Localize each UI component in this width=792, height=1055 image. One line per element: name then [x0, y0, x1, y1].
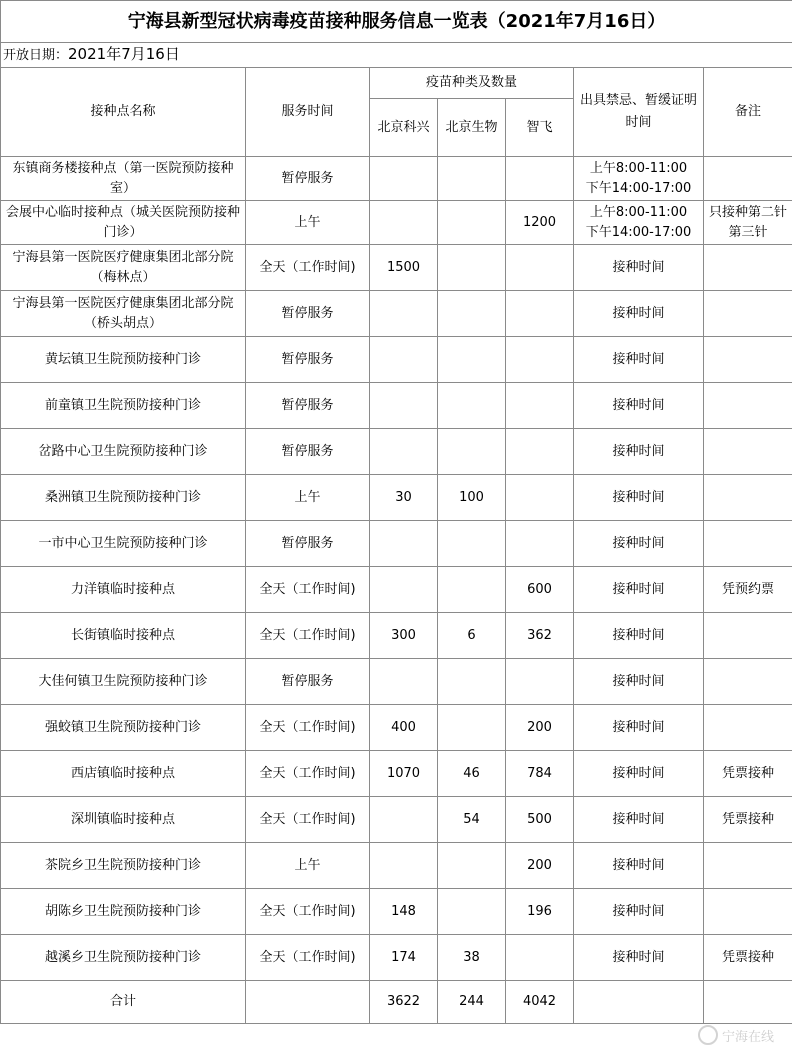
table-row [1, 201, 792, 245]
cert-time-cell [574, 751, 704, 797]
shengwu-qty-cell: 6 [438, 613, 506, 659]
page-title: 宁海县新型冠状病毒疫苗接种服务信息一览表（2021年7月16日） [1, 1, 792, 43]
cert-time-cell [574, 475, 704, 521]
total-shengwu: 244 [438, 981, 506, 1024]
remark-cell [704, 613, 792, 659]
watermark [698, 1025, 774, 1045]
service-time-cell: 全天（工作时间) [246, 245, 370, 291]
cert-time-cell [574, 429, 704, 475]
site-name-cell: 黄坛镇卫生院预防接种门诊 [1, 337, 246, 383]
service-time-cell: 全天（工作时间) [246, 613, 370, 659]
site-name-cell: 桑洲镇卫生院预防接种门诊 [1, 475, 246, 521]
zhifei-qty-cell: 196 [506, 889, 574, 935]
total-row [1, 981, 792, 1024]
site-name-cell: 岔路中心卫生院预防接种门诊 [1, 429, 246, 475]
remark-cell [704, 889, 792, 935]
site-name-cell: 胡陈乡卫生院预防接种门诊 [1, 889, 246, 935]
cert-time-line1: 接种时间 [612, 628, 665, 643]
zhifei-qty-cell: 200 [506, 843, 574, 889]
open-date-value: 2021年7月16日 [68, 45, 180, 63]
remark-cell [704, 383, 792, 429]
header-remark: 备注 [704, 68, 792, 157]
cert-time-cell [574, 157, 704, 201]
zhifei-qty-cell [506, 337, 574, 383]
remark-cell [704, 337, 792, 383]
cert-time-line1: 接种时间 [612, 950, 665, 965]
table-row [1, 843, 792, 889]
remark-cell [704, 157, 792, 201]
service-time-cell: 暂停服务 [246, 429, 370, 475]
shengwu-qty-cell [438, 337, 506, 383]
kexing-qty-cell [370, 383, 438, 429]
kexing-qty-cell [370, 843, 438, 889]
kexing-qty-cell: 300 [370, 613, 438, 659]
zhifei-qty-cell [506, 659, 574, 705]
cert-time-line2: 下午14:00-17:00 [585, 224, 692, 240]
site-name-cell: 强蛟镇卫生院预防接种门诊 [1, 705, 246, 751]
kexing-qty-cell: 1500 [370, 245, 438, 291]
remark-cell: 只接种第二针第三针 [704, 201, 792, 245]
cert-time-cell [574, 797, 704, 843]
remark-cell: 凭票接种 [704, 935, 792, 981]
cert-time-cell [574, 567, 704, 613]
cert-time-cell [574, 245, 704, 291]
site-name-cell: 前童镇卫生院预防接种门诊 [1, 383, 246, 429]
table-row [1, 613, 792, 659]
cert-time-line1: 接种时间 [612, 858, 665, 873]
table-row [1, 567, 792, 613]
shengwu-qty-cell [438, 659, 506, 705]
watermark-logo-icon [698, 1025, 718, 1045]
header-site: 接种点名称 [1, 68, 246, 157]
cert-time-line1: 接种时间 [612, 260, 665, 275]
shengwu-qty-cell [438, 245, 506, 291]
shengwu-qty-cell [438, 201, 506, 245]
header-zhifei: 智飞 [506, 99, 574, 157]
kexing-qty-cell [370, 201, 438, 245]
service-time-cell: 暂停服务 [246, 521, 370, 567]
cert-time-cell [574, 843, 704, 889]
header-shengwu: 北京生物 [438, 99, 506, 157]
cert-time-line1: 接种时间 [612, 582, 665, 597]
site-name-cell: 大佳何镇卫生院预防接种门诊 [1, 659, 246, 705]
site-name-cell: 宁海县第一医院医疗健康集团北部分院（桥头胡点） [1, 291, 246, 337]
site-name-cell: 西店镇临时接种点 [1, 751, 246, 797]
kexing-qty-cell [370, 521, 438, 567]
cert-time-line1: 接种时间 [612, 352, 665, 367]
service-time-cell: 全天（工作时间) [246, 935, 370, 981]
open-date-label: 开放日期： [3, 48, 69, 63]
cert-time-line1: 接种时间 [612, 720, 665, 735]
remark-cell: 凭票接种 [704, 797, 792, 843]
service-time-cell: 上午 [246, 843, 370, 889]
cert-time-cell [574, 889, 704, 935]
cert-time-cell [574, 613, 704, 659]
shengwu-qty-cell: 54 [438, 797, 506, 843]
table-row [1, 797, 792, 843]
shengwu-qty-cell [438, 157, 506, 201]
cert-time-line1: 上午8:00-11:00 [589, 160, 688, 176]
zhifei-qty-cell [506, 475, 574, 521]
remark-cell [704, 521, 792, 567]
total-zhifei: 4042 [506, 981, 574, 1024]
table-row [1, 751, 792, 797]
service-time-cell: 暂停服务 [246, 659, 370, 705]
kexing-qty-cell [370, 429, 438, 475]
shengwu-qty-cell [438, 567, 506, 613]
table-row [1, 245, 792, 291]
site-name-cell: 深圳镇临时接种点 [1, 797, 246, 843]
kexing-qty-cell [370, 567, 438, 613]
cert-time-cell [574, 935, 704, 981]
cert-time-line1: 接种时间 [612, 766, 665, 781]
zhifei-qty-cell: 200 [506, 705, 574, 751]
service-time-cell: 暂停服务 [246, 337, 370, 383]
kexing-qty-cell: 174 [370, 935, 438, 981]
remark-cell [704, 475, 792, 521]
cert-time-line1: 上午8:00-11:00 [589, 204, 688, 220]
remark-cell: 凭票接种 [704, 751, 792, 797]
cert-time-cell [574, 383, 704, 429]
table-row [1, 935, 792, 981]
zhifei-qty-cell [506, 521, 574, 567]
service-time-cell: 全天（工作时间) [246, 797, 370, 843]
service-time-cell: 全天（工作时间) [246, 705, 370, 751]
cert-time-line1: 接种时间 [612, 812, 665, 827]
table-row [1, 337, 792, 383]
total-kexing: 3622 [370, 981, 438, 1024]
total-label: 合计 [1, 981, 246, 1024]
header-vaccine-group: 疫苗种类及数量 [370, 68, 574, 99]
cert-time-line1: 接种时间 [612, 904, 665, 919]
cert-time-line1: 接种时间 [612, 306, 665, 321]
site-name-cell: 长街镇临时接种点 [1, 613, 246, 659]
site-name-cell: 宁海县第一医院医疗健康集团北部分院（梅林点） [1, 245, 246, 291]
service-time-cell: 全天（工作时间) [246, 751, 370, 797]
header-cert-time: 出具禁忌、暂缓证明时间 [574, 68, 704, 157]
kexing-qty-cell [370, 157, 438, 201]
kexing-qty-cell: 30 [370, 475, 438, 521]
zhifei-qty-cell [506, 245, 574, 291]
service-time-cell: 暂停服务 [246, 291, 370, 337]
header-service-time: 服务时间 [246, 68, 370, 157]
table-row [1, 475, 792, 521]
kexing-qty-cell [370, 659, 438, 705]
shengwu-qty-cell: 100 [438, 475, 506, 521]
cert-time-cell [574, 659, 704, 705]
table-row [1, 291, 792, 337]
shengwu-qty-cell [438, 843, 506, 889]
zhifei-qty-cell [506, 383, 574, 429]
table-row [1, 705, 792, 751]
kexing-qty-cell: 148 [370, 889, 438, 935]
zhifei-qty-cell [506, 291, 574, 337]
shengwu-qty-cell: 38 [438, 935, 506, 981]
site-name-cell: 一市中心卫生院预防接种门诊 [1, 521, 246, 567]
total-service-empty [246, 981, 370, 1024]
shengwu-qty-cell [438, 291, 506, 337]
cert-time-line1: 接种时间 [612, 444, 665, 459]
zhifei-qty-cell [506, 935, 574, 981]
cert-time-line2: 下午14:00-17:00 [585, 180, 692, 196]
kexing-qty-cell [370, 337, 438, 383]
zhifei-qty-cell: 1200 [506, 201, 574, 245]
cert-time-line1: 接种时间 [612, 398, 665, 413]
service-time-cell: 全天（工作时间) [246, 567, 370, 613]
table-row [1, 889, 792, 935]
open-date-row [1, 43, 792, 68]
zhifei-qty-cell [506, 157, 574, 201]
table-row [1, 157, 792, 201]
table-row [1, 429, 792, 475]
remark-cell [704, 429, 792, 475]
total-cert-empty [574, 981, 704, 1024]
kexing-qty-cell [370, 797, 438, 843]
cert-time-cell [574, 291, 704, 337]
kexing-qty-cell: 400 [370, 705, 438, 751]
cert-time-cell [574, 201, 704, 245]
shengwu-qty-cell [438, 429, 506, 475]
remark-cell [704, 659, 792, 705]
shengwu-qty-cell [438, 889, 506, 935]
zhifei-qty-cell: 500 [506, 797, 574, 843]
remark-cell [704, 245, 792, 291]
cert-time-line1: 接种时间 [612, 490, 665, 505]
service-time-cell: 暂停服务 [246, 383, 370, 429]
site-name-cell: 会展中心临时接种点（城关医院预防接种门诊） [1, 201, 246, 245]
remark-cell [704, 291, 792, 337]
zhifei-qty-cell [506, 429, 574, 475]
remark-cell [704, 705, 792, 751]
site-name-cell: 力洋镇临时接种点 [1, 567, 246, 613]
watermark-text: 宁海在线 [721, 1028, 774, 1044]
shengwu-qty-cell [438, 521, 506, 567]
header-kexing: 北京科兴 [370, 99, 438, 157]
remark-cell [704, 843, 792, 889]
total-remark-empty [704, 981, 792, 1024]
kexing-qty-cell [370, 291, 438, 337]
cert-time-line1: 接种时间 [612, 674, 665, 689]
cert-time-line1: 接种时间 [612, 536, 665, 551]
cert-time-cell [574, 337, 704, 383]
shengwu-qty-cell: 46 [438, 751, 506, 797]
site-name-cell: 茶院乡卫生院预防接种门诊 [1, 843, 246, 889]
kexing-qty-cell: 1070 [370, 751, 438, 797]
service-time-cell: 上午 [246, 201, 370, 245]
zhifei-qty-cell: 600 [506, 567, 574, 613]
cert-time-cell [574, 521, 704, 567]
service-time-cell: 上午 [246, 475, 370, 521]
table-row [1, 521, 792, 567]
service-time-cell: 全天（工作时间) [246, 889, 370, 935]
zhifei-qty-cell: 784 [506, 751, 574, 797]
cert-time-cell [574, 705, 704, 751]
site-name-cell: 越溪乡卫生院预防接种门诊 [1, 935, 246, 981]
table-row [1, 659, 792, 705]
shengwu-qty-cell [438, 383, 506, 429]
service-time-cell: 暂停服务 [246, 157, 370, 201]
remark-cell: 凭预约票 [704, 567, 792, 613]
table-row [1, 383, 792, 429]
site-name-cell: 东镇商务楼接种点（第一医院预防接种室） [1, 157, 246, 201]
zhifei-qty-cell: 362 [506, 613, 574, 659]
shengwu-qty-cell [438, 705, 506, 751]
